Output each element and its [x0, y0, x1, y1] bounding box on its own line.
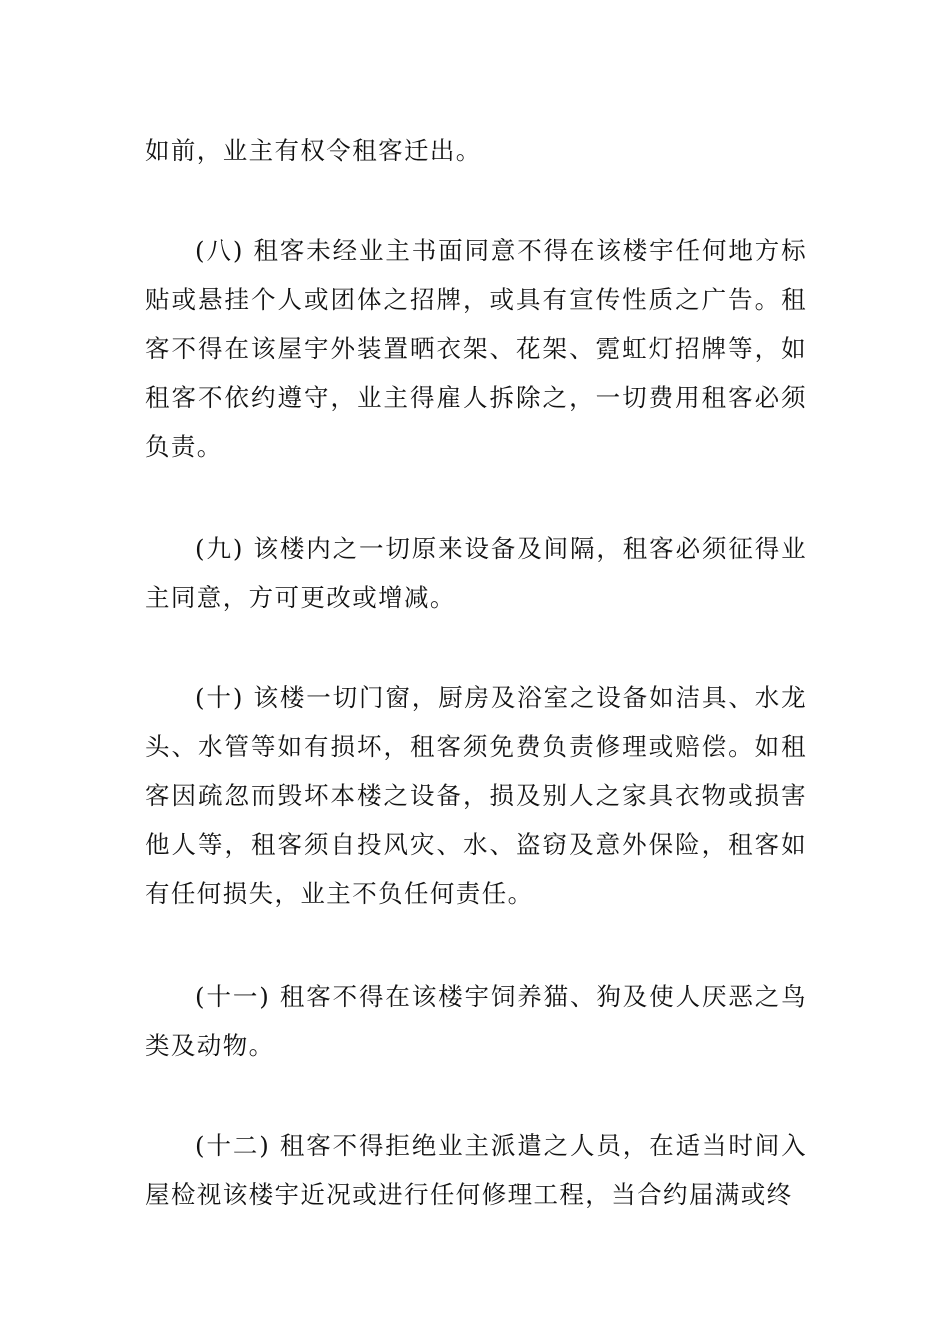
paragraph-clause-12: (十二) 租客不得拒绝业主派遣之人员，在适当时间入屋检视该楼宇近况或进行任何修理工程，当合约届满或终 — [145, 1131, 807, 1209]
paragraph-clause-10: (十) 该楼一切门窗，厨房及浴室之设备如洁具、水龙头、水管等如有损坏，租客须免费负责修理或赔偿。如租客因疏忽而毁坏本楼之设备，损及别人之家具衣物或损害他人等，租客须自投风灾、水、盗窃及意外保险，租客如有任何损失，业主不负任何责任。 — [145, 683, 807, 908]
paragraph-continuation: 如前，业主有权令租客迁出。 — [145, 136, 482, 165]
paragraph-clause-9: (九) 该楼内之一切原来设备及间隔，租客必须征得业主同意，方可更改或增减。 — [145, 534, 807, 612]
paragraph-clause-11: (十一) 租客不得在该楼宇饲养猫、狗及使人厌恶之鸟类及动物。 — [145, 982, 807, 1060]
paragraph-clause-8: (八) 租客未经业主书面同意不得在该楼宇任何地方标贴或悬挂个人或团体之招牌，或具有宣传性质之广告。租客不得在该屋宇外装置晒衣架、花架、霓虹灯招牌等，如租客不依约遵守，业主得雇人拆除之，一切费用租客必须负责。 — [145, 236, 807, 461]
